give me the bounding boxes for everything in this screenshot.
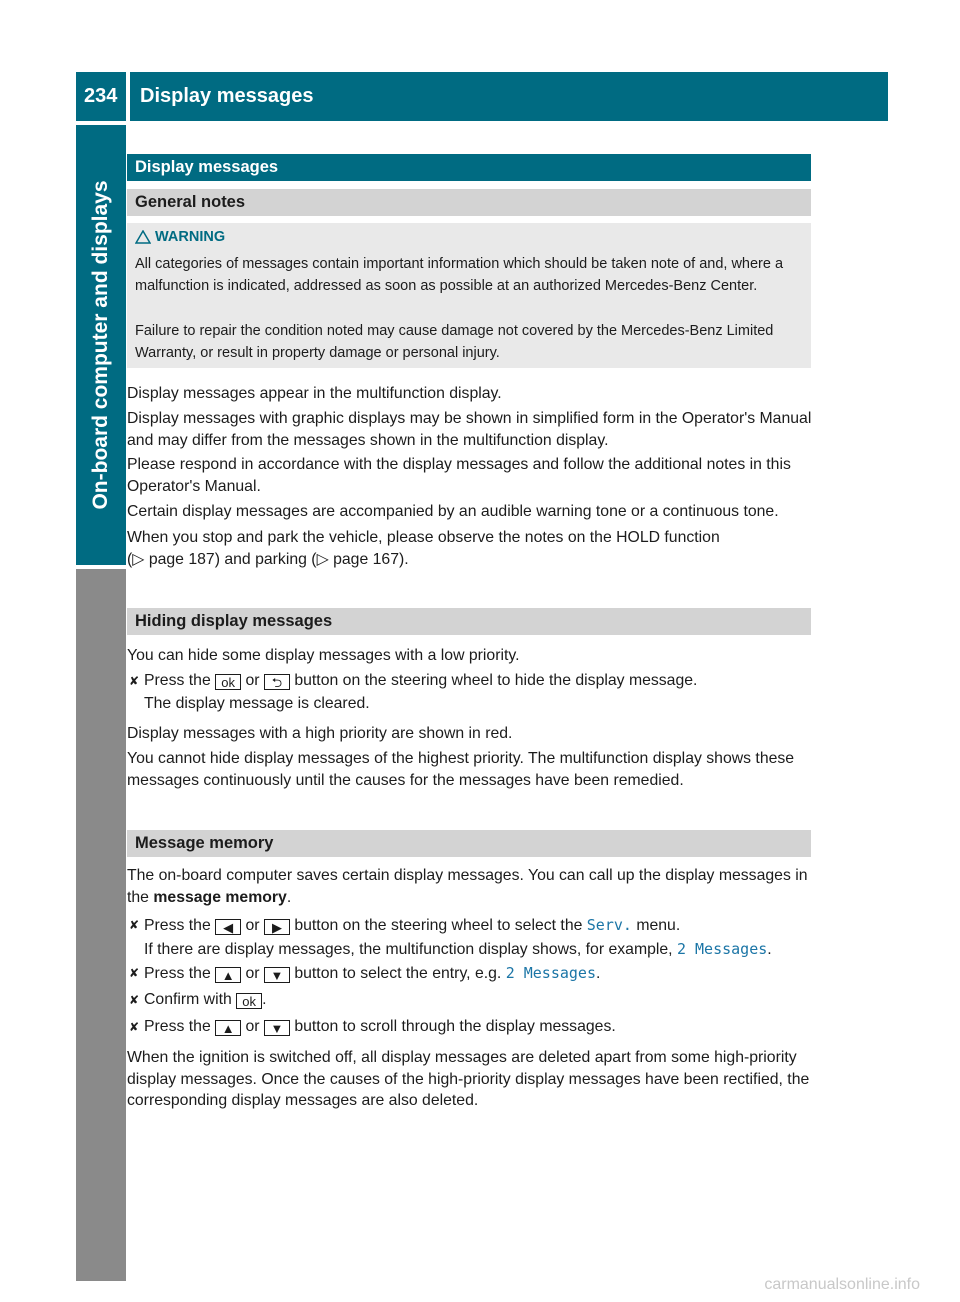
watermark-footer: carmanualsonline.info: [764, 1276, 920, 1293]
page-header: [130, 72, 888, 121]
warning-triangle-icon: [135, 230, 151, 244]
step-arrow-icon: ✘: [129, 966, 140, 980]
hiding-step-1: [127, 670, 817, 715]
step-result: If there are display messages, the multifunction display shows, for example,: [144, 940, 673, 958]
message-memory-term: message memory: [153, 888, 287, 906]
back-key-icon: ⮌: [264, 674, 290, 690]
section-heading-display-messages: Display messages: [127, 154, 811, 181]
step-arrow-icon: ✘: [129, 918, 140, 932]
step-arrow-icon: ✘: [129, 1020, 140, 1034]
memory-step-4: [127, 1016, 817, 1039]
hiding-paragraph-3: You cannot hide display messages of the highest priority. The multifunction display shows these messages continuously until the causes for the messages have been remedied.: [127, 750, 795, 789]
general-paragraph-1: Display messages appear in the multifunction display.: [127, 385, 502, 402]
messages-display-text: 2 Messages: [505, 964, 596, 982]
step-text: button to scroll through the display messages.: [294, 1018, 616, 1035]
general-paragraph-3: Please respond in accordance with the display messages and follow the additional notes in this Operator's Manual.: [127, 456, 791, 495]
memory-paragraph-1: The on-board computer saves certain display messages. You can call up the display messages in the message memory.: [127, 867, 808, 906]
warning-text-1: All categories of messages contain important information which should be taken note of and, where a malfunction is indicated, addressed as soon as possible at an authorized Mercedes-Benz Center.: [135, 256, 784, 294]
general-paragraph-5: When you stop and park the vehicle, please observe the notes on the HOLD function (▷ page 187) and parking (▷ page 167).: [127, 529, 720, 568]
general-paragraph-2: Display messages with graphic displays may be shown in simplified form in the Operator's Manual and may differ from the messages shown in the multifunction display.: [127, 410, 812, 449]
step-text: button on the steering wheel to select the: [294, 917, 583, 934]
down-key-icon: ▼: [264, 1020, 290, 1036]
page-number-box: [76, 72, 126, 121]
page-ref-parking[interactable]: page 167).: [333, 550, 409, 568]
serv-menu-label: Serv.: [586, 916, 632, 934]
ok-key-icon: ok: [215, 674, 241, 690]
page-ref-arrow-icon: ▷: [316, 550, 329, 568]
section-heading-general-notes: General notes: [127, 189, 811, 216]
memory-paragraph-1-text: The on-board computer saves certain display messages. You can call up the display messages in the: [127, 867, 808, 906]
page-title: Display messages: [140, 85, 314, 107]
step-text: Press the: [144, 965, 211, 982]
up-key-icon: ▲: [215, 1020, 241, 1036]
step-text: or: [245, 1018, 260, 1035]
step-text: or: [245, 917, 260, 934]
step-text: or: [245, 672, 260, 689]
general-paragraph-5-text: When you stop and park the vehicle, please observe the notes on the HOLD function: [127, 529, 720, 546]
memory-paragraph-2: When the ignition is switched off, all display messages are deleted apart from some high-priority display messages. Once the causes of the high-priority display messages have been rectified, the corresponding display messages are also deleted.: [127, 1049, 810, 1109]
step-text: button to select the entry, e.g.: [294, 965, 502, 982]
section-heading-memory: Message memory: [127, 830, 811, 857]
step-text: Press the: [144, 1018, 211, 1035]
step-text: menu.: [636, 917, 681, 934]
page-number: 234: [84, 85, 118, 107]
step-text: Confirm with: [144, 991, 232, 1008]
page-ref-hold[interactable]: page 187) and parking (: [148, 550, 317, 568]
memory-step-2: ✘ Press the ▲ or ▼ button to select the entry, e.g. 2 Messages.: [129, 964, 601, 983]
down-key-icon: ▼: [264, 967, 290, 983]
memory-step-3: ✘ Confirm with ok .: [127, 989, 817, 1012]
chapter-tab-label: On-board computer and displays: [89, 180, 112, 510]
step-text: button on the steering wheel to hide the display message.: [294, 672, 698, 689]
step-result: The display message is cleared.: [144, 694, 370, 712]
general-paragraph-4: Certain display messages are accompanied by an audible warning tone or a continuous tone.: [127, 503, 779, 520]
left-key-icon: ◀: [215, 919, 241, 935]
step-arrow-icon: ✘: [129, 993, 140, 1007]
step-text: Press the: [144, 917, 211, 934]
step-text: Press the: [144, 672, 211, 689]
messages-display-text: 2 Messages: [676, 939, 768, 958]
ok-key-icon: ok: [236, 993, 262, 1009]
memory-step-1: ✘ Press the ◀ or ▶ button on the steering wheel to select the Serv. menu. If there are display messages, the multifunction display shows, for example, 2 Messages.: [129, 916, 772, 958]
step-text: or: [245, 965, 260, 982]
step-arrow-icon: ✘: [129, 674, 140, 688]
warning-box: [127, 223, 811, 368]
page-ref-arrow-icon: ▷: [132, 550, 145, 568]
warning-text-2: Failure to repair the condition noted may cause damage not covered by the Mercedes-Benz Limited Warranty, or result in property damage or personal injury.: [135, 323, 774, 361]
side-margin-bar: [76, 569, 126, 1281]
hiding-paragraph-2: Display messages with a high priority are shown in red.: [127, 725, 513, 742]
right-key-icon: ▶: [264, 919, 290, 935]
section-heading-hiding: Hiding display messages: [127, 608, 811, 635]
warning-label: WARNING: [155, 229, 226, 246]
warning-heading: [135, 229, 225, 245]
hiding-paragraph-1: You can hide some display messages with a low priority.: [127, 647, 520, 664]
up-key-icon: ▲: [215, 967, 241, 983]
